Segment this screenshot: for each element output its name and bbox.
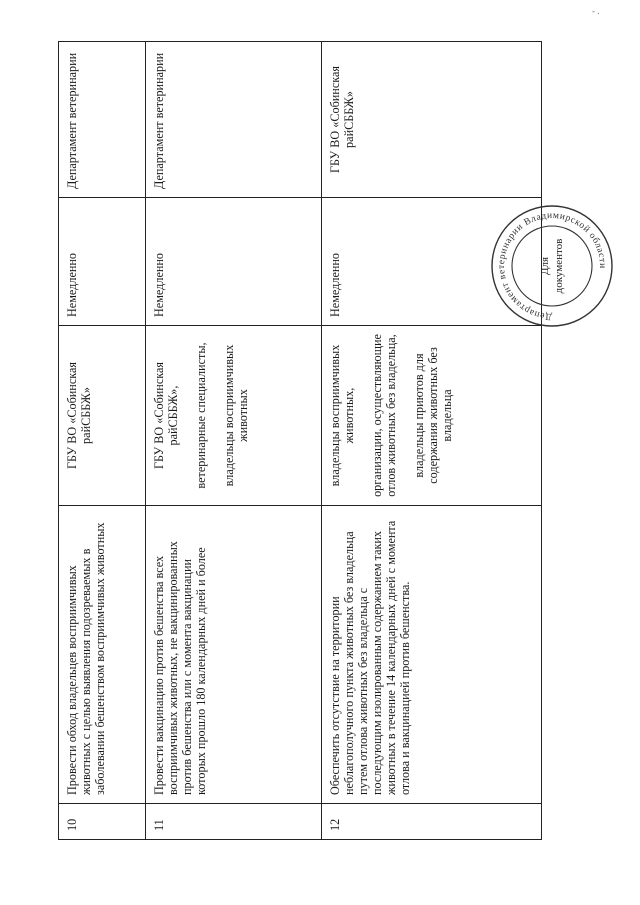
deadline-cell: Немедленно bbox=[321, 198, 541, 326]
controller-cell: ГБУ ВО «Собинская райСББЖ» bbox=[321, 42, 541, 198]
deadline-cell: Немедленно bbox=[146, 198, 322, 326]
controller-cell: Департамент ветеринарии bbox=[59, 42, 146, 198]
deadline-cell: Немедленно bbox=[59, 198, 146, 326]
stamp-center-line: документов bbox=[553, 238, 565, 294]
executor-line: владельцы восприимчивых животных, bbox=[327, 344, 356, 487]
row-number: 11 bbox=[146, 804, 322, 840]
table-row bbox=[321, 42, 541, 840]
table-row bbox=[59, 42, 146, 840]
stamp-ring-text: Департамент ветеринарии Владимирской области bbox=[496, 210, 608, 322]
executor-line: владельцы восприимчивых животных bbox=[222, 344, 251, 487]
executor-cell bbox=[321, 326, 541, 506]
table-frame bbox=[58, 42, 542, 840]
executor-line: организации, осуществляющие отлов животных без владельца, bbox=[369, 334, 398, 497]
task-cell: Провести вакцинацию против бешенства всех восприимчивых животных, не вакцинированных против бешенства или с момента вакцинации которых прошло 180 календарных дней и более bbox=[146, 506, 322, 804]
svg-text:Департамент ветеринарии Владим bbox=[497, 211, 607, 321]
rotated-page bbox=[58, 42, 542, 840]
executor-cell bbox=[59, 326, 146, 506]
executor-line: ГБУ ВО «Собинская райСББЖ» bbox=[65, 362, 93, 469]
row-number: 12 bbox=[321, 804, 541, 840]
task-cell: Провести обход владельцев восприимчивых животных с целью выявления подозреваемых в заболевании бешенством восприимчивых животных bbox=[59, 506, 146, 804]
executor-line: владельцы приютов для содержания животных без владельца bbox=[411, 347, 454, 484]
row-number: 10 bbox=[59, 804, 146, 840]
executor-line: ГБУ ВО «Собинская райСББЖ», bbox=[152, 362, 181, 469]
stamp-center-line: Для bbox=[539, 256, 551, 276]
executor-cell bbox=[146, 326, 322, 506]
controller-cell: Департамент ветеринарии bbox=[146, 42, 322, 198]
table-row bbox=[146, 42, 322, 840]
corner-marks: - . bbox=[592, 6, 600, 16]
official-stamp bbox=[488, 202, 616, 330]
task-cell: Обеспечить отсутствие на территории неблагополучного пункта животных без владельца путем отлова животных без владельца с последующим изолированным содержанием таких животных в течение 14 календарных дней с момента отлова и вакцинацией против бешенства. bbox=[321, 506, 541, 804]
executor-line: ветеринарные специалисты, bbox=[194, 342, 209, 489]
measures-table bbox=[58, 41, 542, 840]
